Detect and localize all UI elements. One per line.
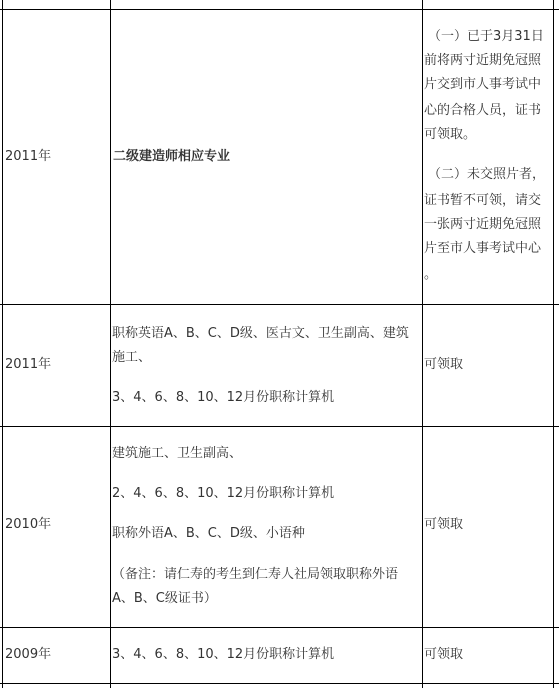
year-cell: 2010年 <box>5 517 52 532</box>
subject-line: 施工、 <box>112 350 152 365</box>
year-cell: 2011年 <box>5 357 52 372</box>
row-divider <box>0 627 559 628</box>
status-cell: 可领取 <box>424 517 464 532</box>
status-line: 可领取。 <box>424 127 477 142</box>
row-divider <box>0 683 559 684</box>
table-border-left <box>2 0 3 688</box>
status-line: 前将两寸近期免冠照 <box>424 53 542 68</box>
subject-line: （备注：请仁寿的考生到仁寿人社局领取职称外语 <box>112 567 399 582</box>
subject-line: 3、4、6、8、10、12月份职称计算机 <box>112 390 335 405</box>
status-line: （二）未交照片者， <box>428 167 546 182</box>
column-divider <box>110 0 111 688</box>
table-border-right <box>553 0 554 688</box>
subject-line: 职称英语A、B、C、D级、医古文、卫生副高、建筑 <box>112 326 409 341</box>
status-cell: 可领取 <box>424 357 464 372</box>
row-divider <box>0 304 559 305</box>
status-line: 心的合格人员，证书 <box>424 103 542 118</box>
subject-line: A、B、C级证书） <box>112 591 217 606</box>
status-cell: 可领取 <box>424 647 464 662</box>
year-cell: 2009年 <box>5 647 52 662</box>
year-cell: 2011年 <box>5 149 52 164</box>
column-divider <box>422 0 423 688</box>
subject-line: 职称外语A、B、C、D级、小语种 <box>112 526 305 541</box>
status-line: 。 <box>424 267 438 282</box>
status-line: 片至市人事考试中心 <box>424 241 542 256</box>
status-line: 片交到市人事考试中 <box>424 77 542 92</box>
status-line: 证书暂不可领，请交 <box>424 193 542 208</box>
row-divider <box>0 9 559 10</box>
status-line: （一）已于3月31日 <box>428 29 544 44</box>
subject-line: 建筑施工、卫生副高、 <box>112 446 243 461</box>
status-line: 一张两寸近期免冠照 <box>424 217 542 232</box>
subject-line: 二级建造师相应专业 <box>113 149 231 164</box>
row-divider <box>0 426 559 427</box>
subject-line: 2、4、6、8、10、12月份职称计算机 <box>112 486 335 501</box>
subject-line: 3、4、6、8、10、12月份职称计算机 <box>112 647 335 662</box>
